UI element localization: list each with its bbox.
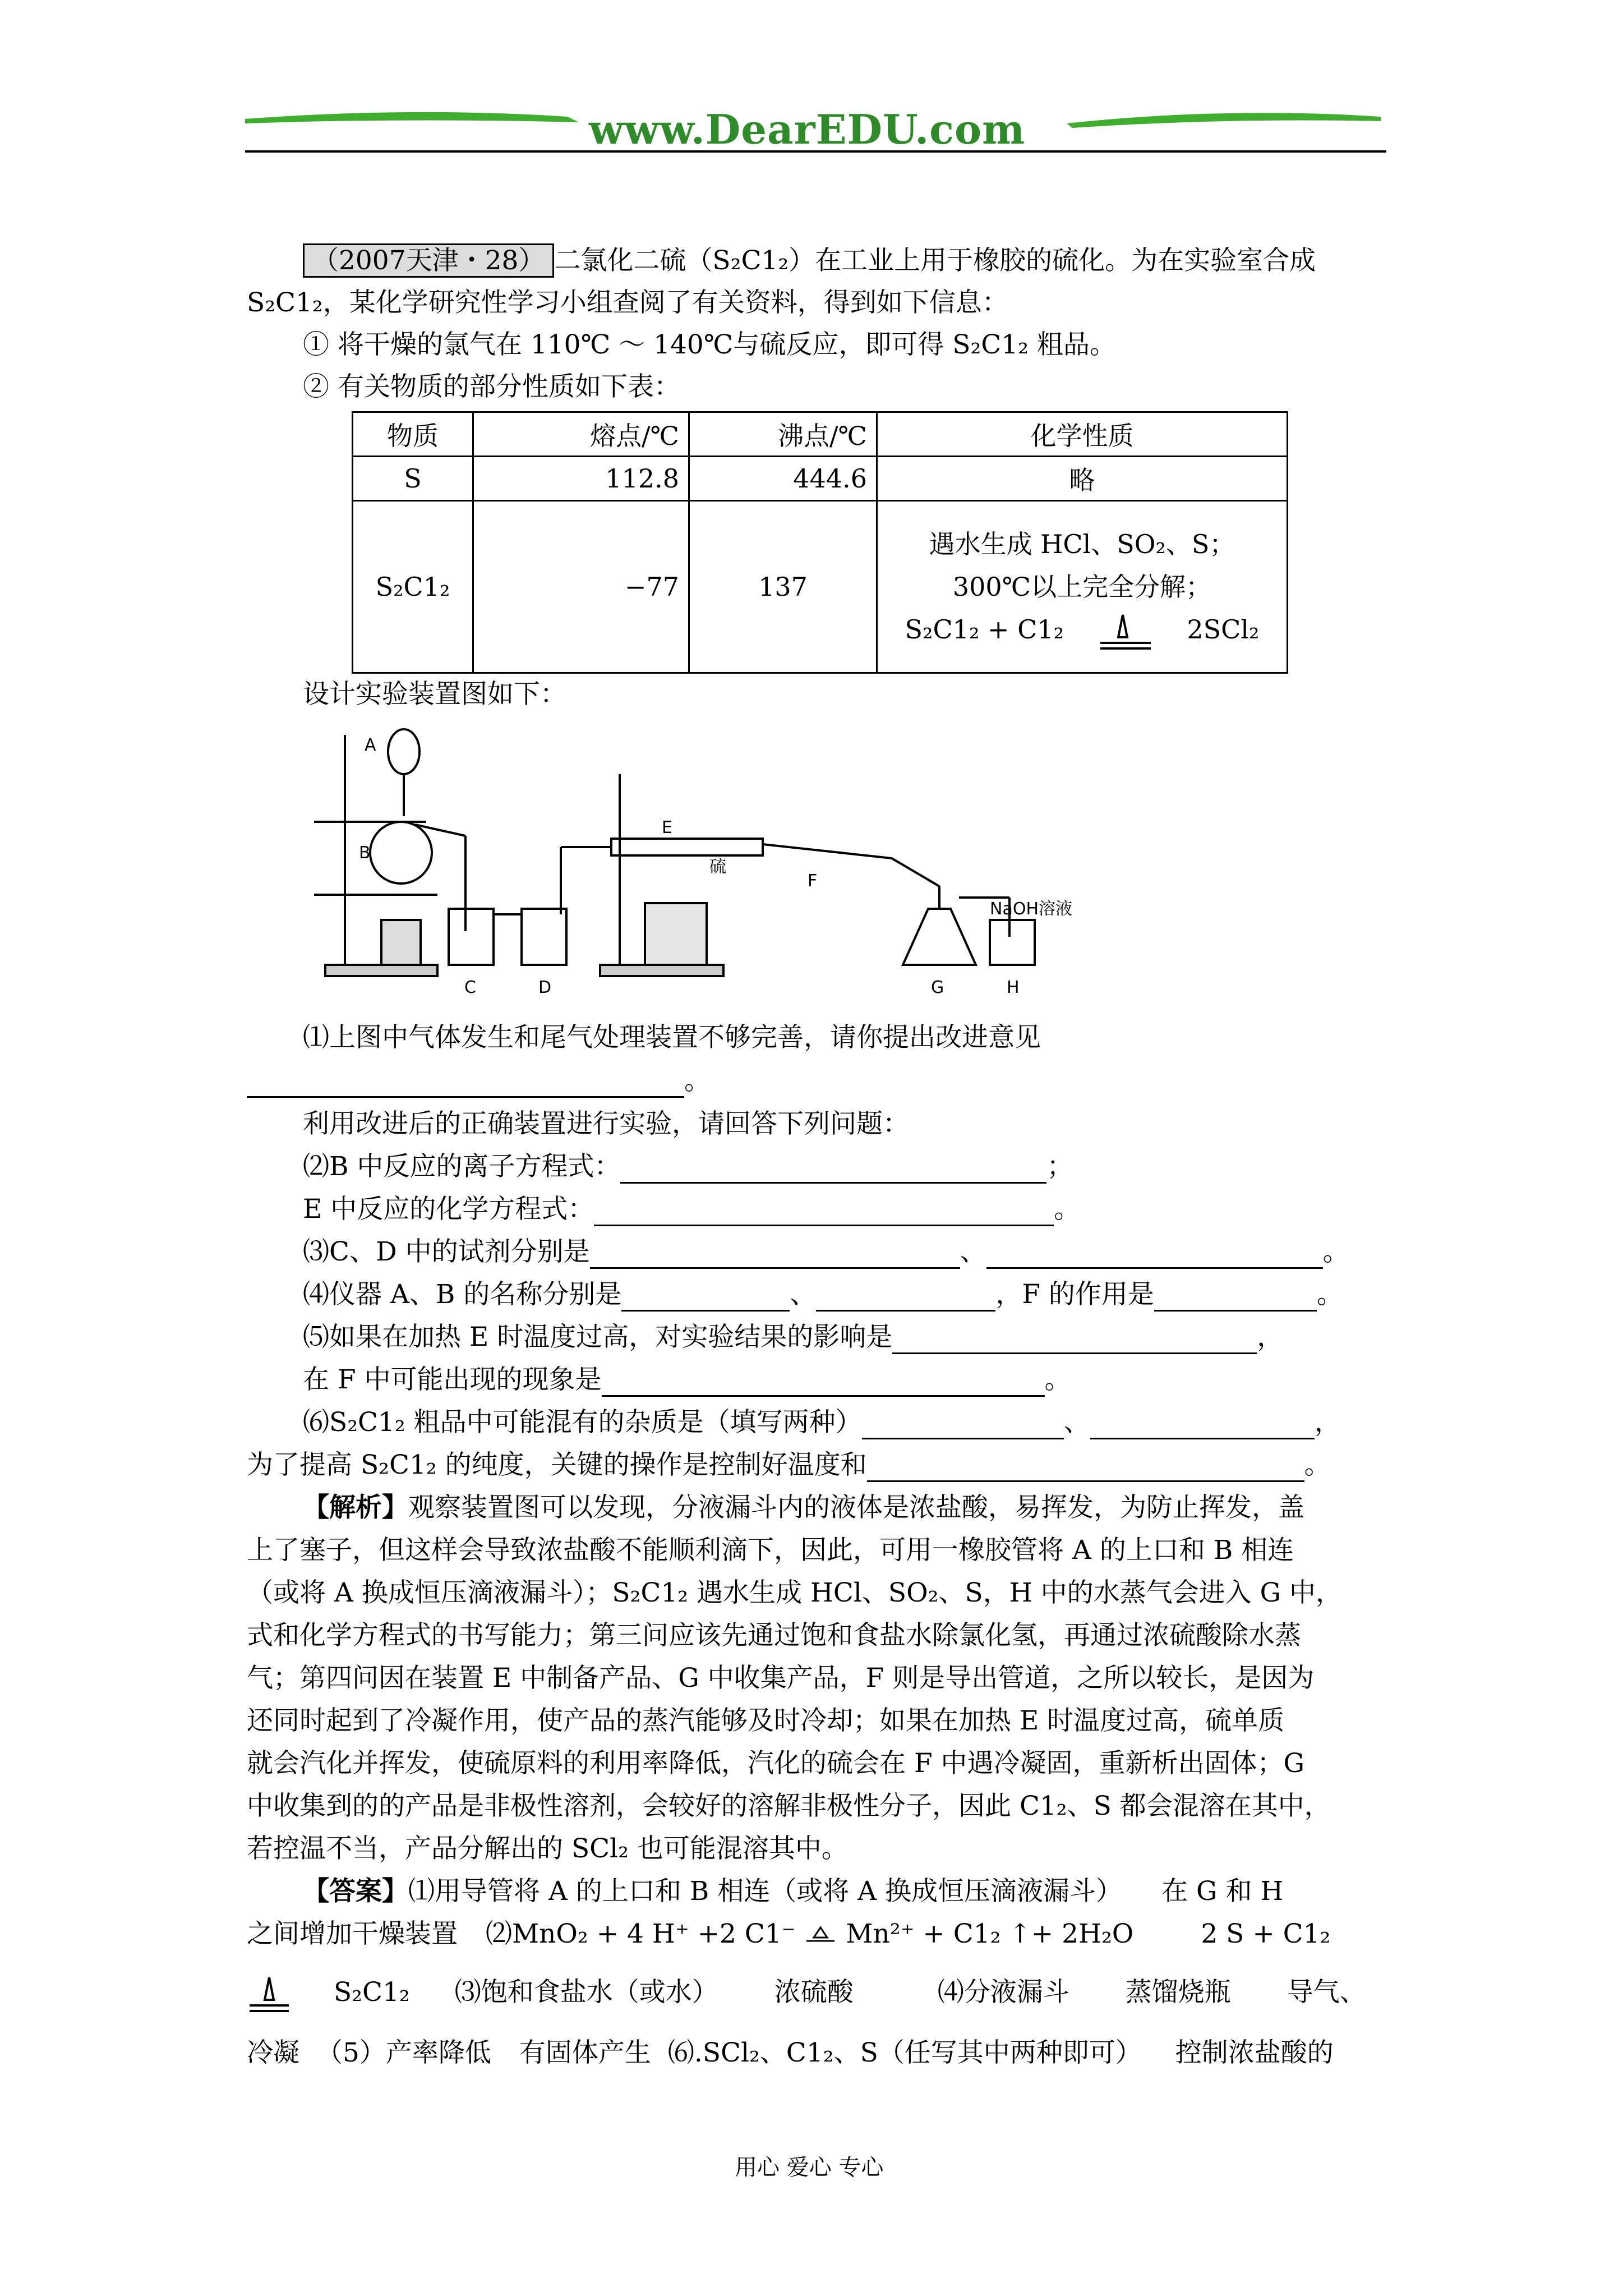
answer-blank[interactable]: [816, 1285, 995, 1312]
answer-line-2: 之间增加干燥装置 ⑵MnO₂ + 4 H⁺ +2 C1⁻ Mn²⁺ + C1₂ ↑+ 2H₂O 2 S + C1₂: [247, 1918, 1331, 1949]
info-item-2: ② 有关物质的部分性质如下表：: [303, 371, 680, 402]
site-url[interactable]: www.DearEDU.com: [589, 105, 1026, 153]
fig-label-f: F: [808, 871, 818, 891]
property-equation: [887, 608, 1278, 651]
analysis-line-3: （或将 A 换成恒压滴液漏斗）；S₂C1₂ 遇水生成 HCl、SO₂、S，H 中的水蒸气会进入 G 中，: [247, 1577, 1343, 1608]
question-4: ⑷仪器 A、B 的名称分别是 、 ，F 的作用是 。: [303, 1278, 1343, 1312]
analysis-line-1: 【解析】观察装置图可以发现，分液漏斗内的液体是浓盐酸，易挥发，为防止挥发，盖: [303, 1492, 1304, 1523]
table-header: 沸点/℃: [689, 412, 877, 457]
analysis-label: 【解析】: [303, 1492, 408, 1523]
fig-label-c: C: [464, 978, 476, 997]
table-header: 化学性质: [877, 412, 1288, 457]
answer-blank[interactable]: [1154, 1285, 1317, 1312]
fig-label-e: E: [662, 818, 672, 838]
analysis-line-7: 就会汽化并挥发，使硫原料的利用率降低，汽化的硫会在 F 中遇冷凝固，重新析出固体；G: [247, 1748, 1305, 1779]
property-line: 遇水生成 HCl、SO₂、S；: [929, 528, 1235, 559]
table-header: 熔点/℃: [473, 412, 689, 457]
question-6a: ⑹S₂C1₂ 粗品中可能混有的杂质是（填写两种） 、 ，: [303, 1406, 1341, 1439]
properties-table: [352, 411, 1288, 674]
answer-blank[interactable]: [602, 1370, 1045, 1397]
answer-label: 【答案】: [303, 1876, 408, 1907]
table-cell: S: [353, 457, 473, 501]
analysis-line-9: 若控温不当，产品分解出的 SCl₂ 也可能混溶其中。: [247, 1833, 848, 1864]
answer-line-4: 冷凝 （5）产率降低 有固体产生 ⑹.SCl₂、C1₂、S（任写其中两种即可） 控制浓盐酸的: [247, 2037, 1334, 2068]
analysis-line-4: 式和化学方程式的书写能力；第三问应该先通过饱和食盐水除氯化氢，再通过浓硫酸除水蒸: [247, 1620, 1301, 1651]
heat-arrow-icon: [247, 1975, 292, 2014]
table-row: [353, 457, 1288, 501]
table-header: 物质: [353, 412, 473, 457]
table-cell: 444.6: [689, 457, 877, 501]
analysis-line-6: 还同时起到了冷凝作用，使产品的蒸汽能够及时冷却；如果在加热 E 时温度过高，硫单质: [247, 1705, 1285, 1736]
table-cell: 112.8: [473, 457, 689, 501]
fig-label-a: A: [365, 735, 376, 755]
table-cell-properties: [877, 501, 1288, 673]
answer-line-1: 【答案】⑴用导管将 A 的上口和 B 相连（或将 A 换成恒压滴液漏斗） 在 G 和 H: [303, 1876, 1284, 1907]
property-line: 300℃以上完全分解；: [952, 571, 1212, 602]
intro-line1: [303, 244, 1316, 278]
answer-blank[interactable]: [621, 1285, 790, 1312]
question-1a: ⑴上图中气体发生和尾气处理装置不够完善，请你提出改进意见: [303, 1022, 1041, 1053]
heat-triangle-icon: [804, 1922, 837, 1950]
answer-blank[interactable]: [986, 1243, 1323, 1269]
question-2a: ⑵B 中反应的离子方程式： ；: [303, 1150, 1073, 1184]
fig-label-g: G: [931, 978, 944, 997]
apparatus-figure: [314, 718, 1110, 999]
page-footer: 用心 爱心 专心: [735, 2155, 884, 2180]
table-header-row: [353, 412, 1288, 457]
analysis-line-8: 中收集到的的产品是非极性溶剂，会较好的溶解非极性分子，因此 C1₂、S 都会混溶在其中，: [247, 1791, 1331, 1821]
answer-blank[interactable]: [590, 1243, 960, 1269]
fig-label-sulfur: 硫: [709, 857, 726, 877]
fig-label-b: B: [359, 843, 371, 863]
answer-blank[interactable]: [594, 1200, 1054, 1226]
fig-label-d: D: [538, 978, 552, 997]
answer-blank[interactable]: [867, 1456, 1304, 1482]
design-caption: 设计实验装置图如下：: [303, 679, 566, 710]
question-3: ⑶C、D 中的试剂分别是 、 。: [303, 1235, 1349, 1269]
question-intro2: 利用改进后的正确装置进行实验，请回答下列问题：: [303, 1108, 909, 1139]
answer-blank[interactable]: [620, 1157, 1046, 1184]
fig-label-naoh: NaOH溶液: [990, 899, 1072, 919]
table-cell: S₂C1₂: [353, 501, 473, 673]
info-item-1: ① 将干燥的氯气在 110℃ ～ 140℃与硫反应，即可得 S₂C1₂ 粗品。: [303, 329, 1116, 360]
table-cell: 略: [877, 457, 1288, 501]
analysis-line-5: 气；第四问因在装置 E 中制备产品、G 中收集产品，F 则是导出管道，之所以较长，是因为: [247, 1663, 1315, 1694]
intro-text-1: 二氯化二硫（S₂C1₂）在工业上用于橡胶的硫化。为在实验室合成: [554, 245, 1316, 276]
question-2b: E 中反应的化学方程式： 。: [303, 1193, 1080, 1226]
fig-label-h: H: [1007, 978, 1020, 997]
heat-arrow-icon: [1095, 612, 1156, 651]
question-6b: 为了提高 S₂C1₂ 的纯度，关键的操作是控制好温度和 。: [247, 1448, 1331, 1482]
intro-line2: S₂C1₂，某化学研究性学习小组查阅了有关资料，得到如下信息：: [247, 287, 1008, 318]
equation-left: S₂C1₂ + C1₂: [905, 614, 1064, 645]
answer-blank[interactable]: [892, 1328, 1257, 1354]
table-cell: −77: [473, 501, 689, 673]
answer-blank[interactable]: [862, 1413, 1064, 1439]
answer-line-3: S₂C1₂ ⑶饱和食盐水（或水） 浓硫酸 ⑷分液漏斗 蒸馏烧瓶 导气、: [247, 1975, 1366, 2014]
table-row: [353, 501, 1288, 673]
analysis-line-2: 上了塞子，但这样会导致浓盐酸不能顺利滴下，因此，可用一橡胶管将 A 的上口和 B 相连: [247, 1535, 1294, 1566]
equation-right: 2SCl₂: [1187, 614, 1260, 645]
answer-blank[interactable]: [247, 1071, 684, 1098]
answer-blank[interactable]: [1090, 1413, 1315, 1439]
table-cell: 137: [689, 501, 877, 673]
question-5a: ⑸如果在加热 E 时温度过高，对实验结果的影响是 ，: [303, 1320, 1283, 1354]
question-1b: 。: [247, 1064, 711, 1098]
question-5b: 在 F 中可能出现的现象是 。: [303, 1363, 1071, 1397]
source-tag: （2007天津・28）: [303, 243, 554, 278]
